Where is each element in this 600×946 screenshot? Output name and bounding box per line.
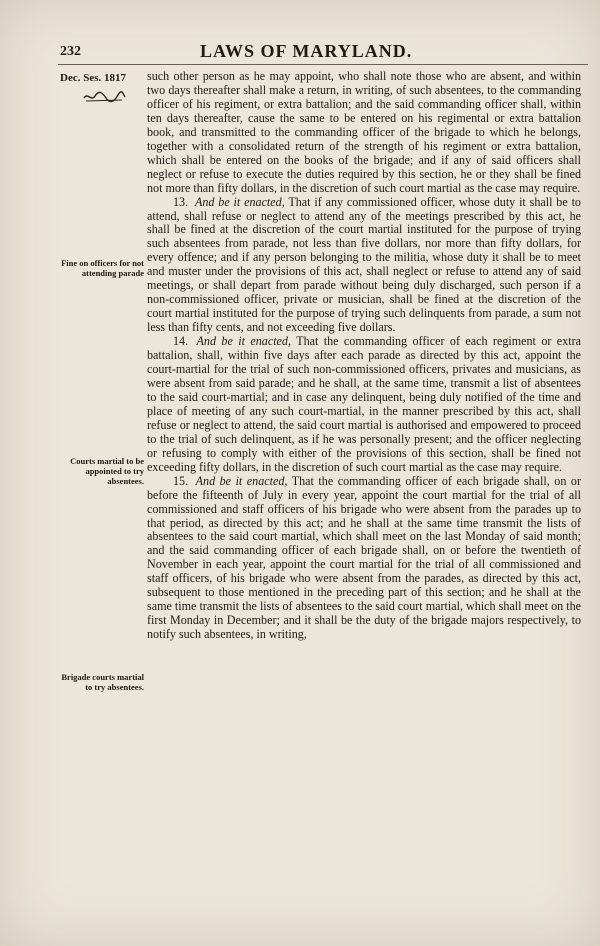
section-number: 13. <box>173 194 189 209</box>
continuation-paragraph: such other person as he may appoint, who shall note those who are absent, and within two days thereafter shall make a return, in writing, of such absentees, to the commanding officer of his regiment, or extra battalion; and the said commanding officer shall, within ten days thereafter, cause the same to be entered on his regimental or extra battalion book, and transmitted to the commanding officer of the brigade to which he belongs, together with a consolidated return of the strength of his regiment or extra battalion, which shall be entered on the books of the brigade; and if any of said officers shall neglect or refuse to execute the duties required by this section, he or they shall be fined not more than fifty dollars, in the discretion of such court martial as the case may require. <box>147 69 581 195</box>
header-rule <box>58 64 588 65</box>
margin-note-brigade-courts: Brigade courts martial to try absentees. <box>61 672 144 692</box>
margin-note-courts-martial: Courts martial to be appointed to try absentees. <box>70 456 144 486</box>
section-15 <box>147 475 581 642</box>
section-14 <box>147 335 581 475</box>
handwritten-mark-icon <box>82 90 126 104</box>
enacting-clause: And be it enacted, <box>195 473 288 488</box>
enacting-clause: And be it enacted, <box>194 194 285 209</box>
body-text <box>147 70 581 642</box>
section-text: That the commanding officer of each regiment or extra battalion, shall, within five days after each parade as directed by this act, appoint the court-martial for the trial of such non-commissioned officers, privates and musicians, as were absent from said parade; and he shall, at the same time, transmit a list of absentees to the said court-martial; and in case any delinquent, being duly notified of the time and place of meeting of any such court-martial, in the manner prescribed by this act, shall refuse or neglect to attend, the said court martial is authorised and empowered to proceed to the trial of such delinquent, as if he was personally present; and the officer neglecting or refusing to comply with either of the provisions of this section, shall be fined not exceeding fifty dollars, in the discretion of such court martial as the case may require. <box>147 334 581 474</box>
enacting-clause: And be it enacted, <box>196 334 291 349</box>
margin-date: Dec. Ses. 1817 <box>60 72 126 84</box>
section-text: That if any commissioned officer, whose duty it shall be to attend, shall refuse or neglect to attend any of the meetings prescribed by this act, he shall be fined at the discretion of the court martial instituted for the purpose of trying such absentees from parade, not less than five dollars, nor more than fifty dollars, for every offence; and if any person belonging to the militia, whose duty it shall be to meet and muster under the provisions of this act, shall neglect or refuse to attend any of said meetings, or shall depart from parade without being duly discharged, such person if a non-commissioned officer, private or musician, shall be fined at the discretion of the court martial instituted for the purpose of trying such delinquents from parade, a sum not less than fifty cents, and not exceeding five dollars. <box>147 194 581 335</box>
running-head: LAWS OF MARYLAND. <box>200 41 413 61</box>
section-13 <box>147 196 581 336</box>
section-number: 14. <box>173 334 189 349</box>
page-number: 232 <box>60 44 81 59</box>
margin-note-fine: Fine on officers for not attending parade <box>61 258 144 278</box>
section-text: That the commanding officer of each brigade shall, on or before the fifteenth of July in every year, appoint the court martial for the trial of all commissioned and staff officers of his brigade who were absent from the parades up to that period, as directed by this act; and he shall at the same time transmit the lists of absentees to the said court martial, which shall meet on the last Monday of said month; and the said commanding officer of each brigade shall, on or before the twentieth of November in each year, appoint the court martial for the trial of all commissioned and staff officers, of his brigade who were absent from the parades, as directed by this act, subsequent to those mentioned in the preceding part of this section; and he shall at the same time transmit the lists of absentees to the said court martial, which shall meet on the first Monday in December; and it shall be the duty of the brigade majors respectively, to notify such absentees, in writing, <box>147 473 581 642</box>
section-number: 15. <box>173 473 189 488</box>
